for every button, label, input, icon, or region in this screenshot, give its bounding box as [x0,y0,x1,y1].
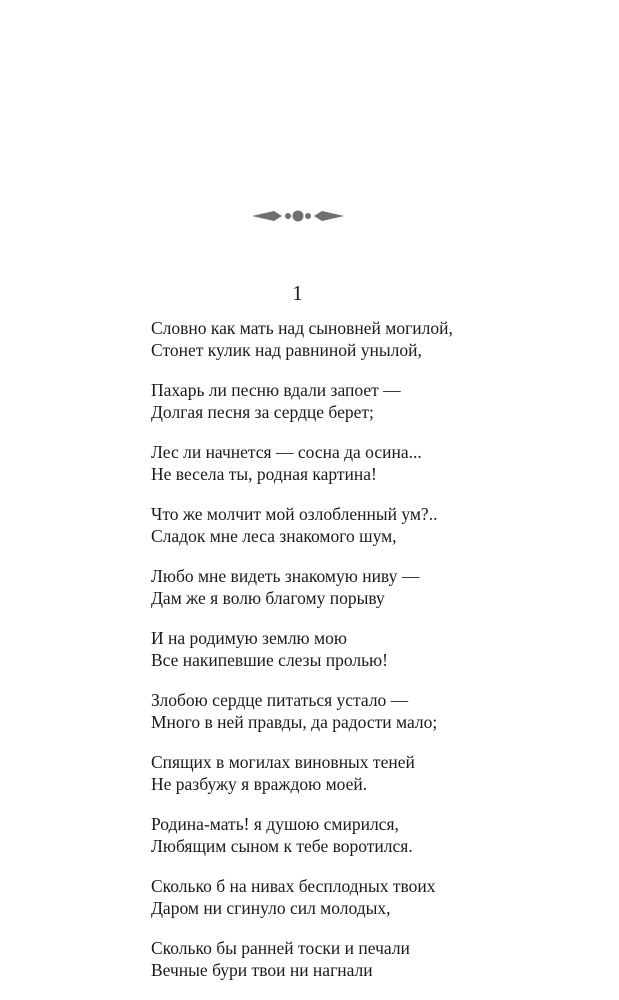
stanza [151,379,591,423]
poem-line: Спящих в могилах виновных теней [151,752,415,772]
stanza [151,627,591,671]
poem-line: Родина-мать! я душою смирился, [151,814,399,834]
stanza [151,317,591,361]
fleuron-ornament-svg [252,206,344,226]
poem-line: Вечные бури твои ни нагнали [151,960,373,980]
poem-line: Много в ней правды, да радости мало; [151,712,438,732]
poem-line: И на родимую землю мою [151,628,347,648]
poem-body [151,317,591,999]
stanza [151,689,591,733]
poem-line: Пахарь ли песню вдали запоет — [151,380,401,400]
poem-line: Сладок мне леса знакомого шум, [151,526,397,546]
poem-line: Злобою сердце питаться устало — [151,690,409,710]
poem-line: Долгая песня за сердце берет; [151,402,374,422]
poem-line: Сколько бы ранней тоски и печали [151,938,410,958]
stanza [151,937,591,981]
poem-line: Стонет кулик над равниной унылой, [151,340,422,360]
poem-line: Лес ли начнется — сосна да осина... [151,442,422,462]
stanza [151,751,591,795]
stanza [151,875,591,919]
poem-line: Не разбужу я враждою моей. [151,774,368,794]
poem-line: Что же молчит мой озлобленный ум?.. [151,504,438,524]
section-number: 1 [292,281,303,305]
fleuron-ornament-icon [252,206,344,226]
stanza [151,503,591,547]
poem-line: Все накипевшие слезы пролью! [151,650,388,670]
stanza [151,813,591,857]
poem-line: Дам же я волю благому порыву [151,588,385,608]
poem-line: Сколько б на нивах бесплодных твоих [151,876,436,896]
poem-line: Словно как мать над сыновней могилой, [151,318,453,338]
poem-line: Даром ни сгинуло сил молодых, [151,898,391,918]
poem-line: Любо мне видеть знакомую ниву — [151,566,420,586]
poem-line: Не весела ты, родная картина! [151,464,377,484]
stanza [151,565,591,609]
stanza [151,441,591,485]
poem-line: Любящим сыном к тебе воротился. [151,836,413,856]
